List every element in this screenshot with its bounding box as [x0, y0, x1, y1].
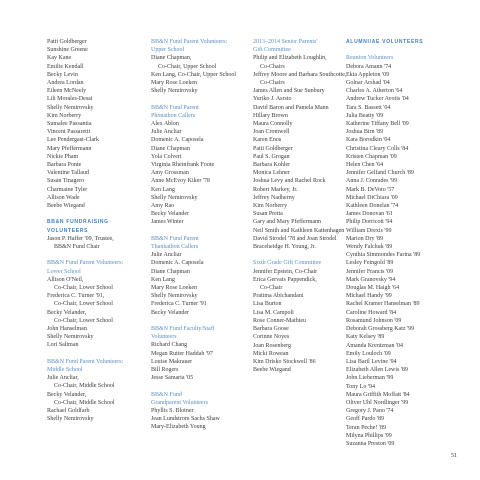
role-line: Co-Chair, Upper School: [158, 63, 217, 70]
name-entry: Shelly Nemirovsky: [47, 334, 94, 341]
role-line: Co-Chairs: [260, 63, 285, 70]
name-entry: Julie Ancliar: [151, 129, 182, 136]
name-entry: Nickie Pham: [47, 153, 79, 160]
spacer: [151, 317, 247, 325]
name-entry: Erica Gervais Pappendick,: [253, 276, 317, 283]
name-entry: Mary Rose Loeken: [151, 80, 197, 87]
section-heading: BB&N FUNDRAISING: [47, 219, 109, 226]
name-entry: Michael DiChiara '09: [346, 194, 398, 201]
name-entry: Shelly Nemirovsky: [47, 416, 94, 423]
name-entry: Alex Ablon: [151, 121, 179, 128]
section-heading: VOLUNTEERS: [47, 227, 89, 234]
name-entry: Christina Cleary Colls '84: [346, 145, 409, 152]
name-entry: Frederica C. Turner '91: [151, 301, 207, 308]
name-entry: Milyna Phillips '99: [346, 432, 392, 439]
name-entry: Shelly Nemirovsky: [151, 293, 198, 300]
name-entry: Cynthia Simmondes Farina '89: [346, 252, 421, 259]
name-entry: Joan Cromwell: [253, 129, 290, 136]
name-entry: Lisa Burton: [253, 301, 282, 308]
name-entry: Anna J. Conrades '99: [346, 178, 398, 185]
name-entry: Maura Griffith Moffatt '84: [346, 391, 410, 398]
name-entry: Lori Saltman: [47, 342, 79, 349]
name-entry: Ekta Appleton '09: [346, 71, 390, 78]
name-entry: Kim Norberry: [253, 203, 288, 210]
name-entry: Mary Pfeffermann: [47, 145, 92, 152]
name-entry: James Donovan '61: [346, 211, 393, 218]
section-heading: BB&N Fund Parent: [151, 104, 199, 111]
section-heading: ALUMNI/AE VOLUNTEERS: [346, 39, 424, 45]
name-entry: Jesse Samaria '05: [151, 375, 194, 382]
section-heading: Grandparent Volunteers: [151, 399, 208, 406]
name-entry: Barbara Kohler: [253, 162, 291, 169]
name-entry: Richard Chang: [151, 342, 188, 349]
name-entry: Jeffrey Moore and Barbara Southcotte,: [253, 71, 347, 78]
name-entry: Caroline Howard '84: [346, 309, 397, 316]
name-entry: Phyllis S. Blotner: [151, 408, 194, 415]
name-entry: Douglas M. Haigh '64: [346, 285, 400, 292]
name-entry: Eileen McNeely: [47, 88, 87, 95]
name-entry: Shelly Nemirovsky: [47, 104, 94, 111]
name-entry: Amy Grossman: [151, 170, 189, 177]
name-entry: Marion Dry '89: [346, 235, 384, 242]
name-entry: David Strodel '78 and Joan Strodel: [253, 235, 337, 242]
section-heading: Lower School: [47, 268, 81, 275]
name-entry: Amanda Krentzman '04: [346, 342, 404, 349]
name-entry: Julie Ancliar,: [47, 375, 79, 382]
name-entry: Wendy Falchuk '89: [346, 244, 393, 251]
name-entry: Helen Chen '64: [346, 162, 384, 169]
name-entry: Mark Granovsky '94: [346, 276, 396, 283]
name-entry: Gregory J. Pano '74: [346, 408, 394, 415]
name-entry: James Winter: [151, 219, 184, 226]
name-entry: Ken Lang, Co-Chair, Upper School: [151, 71, 237, 78]
name-entry: Debora Amann '74: [346, 63, 392, 70]
role-line: Co-Chairs: [260, 80, 285, 87]
name-entry: Gary and Mary Pfeffermann: [253, 219, 322, 226]
column-2: [151, 38, 247, 432]
name-entry: Patti Goldberger: [253, 145, 293, 152]
name-entry: Becky Velander: [151, 211, 190, 218]
section-heading: Middle School: [47, 367, 83, 374]
name-entry: Allison O'Neil,: [47, 276, 84, 283]
name-entry: Philip Dorricott '94: [346, 219, 393, 226]
name-entry: Andrew Tucker Avotis '04: [346, 96, 409, 103]
name-entry: Elizabeth Allen Lewis '89: [346, 367, 408, 374]
name-entry: Jennifer Gelfand Church '89: [346, 170, 414, 177]
name-entry: Jean Lundstrom Sachs Shaw: [151, 416, 220, 423]
role-line: Co-Chair, Lower School: [54, 301, 113, 308]
name-entry: Katherine Tiffany Bell '09: [346, 121, 409, 128]
name-entry: Charmaine Tyler: [47, 186, 88, 193]
section-heading: BB&N Fund Parent Volunteers:: [151, 39, 228, 45]
name-entry: Domenic A. Caposela: [151, 260, 204, 267]
name-entry: Corinne Noyes: [253, 334, 290, 341]
name-entry: Suzanna Preston '09: [346, 440, 395, 447]
name-entry: Virginia Rheinfrank Foote: [151, 162, 215, 169]
name-entry: Lisa Baril Levine '94: [346, 358, 397, 365]
name-entry: Yola Colvert: [151, 153, 182, 160]
name-entry: Geoff Pardo '89: [346, 416, 384, 423]
spacer: [151, 227, 247, 235]
name-entry: Jennifer Epstein, Co-Chair: [253, 268, 318, 275]
name-entry: Ken Lang: [151, 186, 175, 193]
name-entry: Julie Ancliar: [151, 252, 182, 259]
page-number: 51: [451, 453, 457, 459]
name-entry: Rachel Kramer Hanselman '89: [346, 301, 420, 308]
section-heading: BB&N Fund Parent Volunteers:: [47, 358, 124, 365]
name-entry: James Allen and Sue Sunbury: [253, 88, 325, 95]
name-entry: Diane Chapman: [151, 145, 190, 152]
name-entry: Lili Morales-Desai: [47, 96, 93, 103]
name-entry: Allison Wade: [47, 194, 80, 201]
name-entry: Joshua Birn '89: [346, 129, 384, 136]
name-entry: Louise Makrauer: [151, 358, 193, 365]
spacer: [253, 251, 349, 259]
name-entry: Becky Velander: [151, 309, 190, 316]
name-entry: Lisa M. Campoli: [253, 309, 294, 316]
name-entry: Braceheidge H. Young, Jr.: [253, 244, 316, 251]
spacer: [47, 210, 143, 218]
name-entry: Emilie Kendall: [47, 63, 84, 70]
role-line: Co-Chair, Lower School: [54, 317, 113, 324]
role-line: Co-Chair, Lower School: [54, 285, 113, 292]
name-entry: Kara Borodkin '04: [346, 137, 391, 144]
name-entry: Robert Markey, Jr.: [253, 186, 298, 193]
section-heading: BB&N Fund: [151, 391, 182, 398]
name-entry: Tony Lo '94: [346, 383, 375, 390]
name-entry: Paul S. Grogan: [253, 153, 290, 160]
name-entry: Andrea Lordan: [47, 80, 84, 87]
role-line: BB&N Fund Chair: [54, 244, 100, 251]
name-entry: Barbara Goose: [253, 326, 289, 333]
section-heading: Upper School: [151, 47, 185, 54]
name-entry: Megan Rutter Haddah '97: [151, 350, 213, 357]
name-entry: Neil Smith and Kathleen Kattenhagen: [253, 227, 345, 234]
name-entry: Shelly Nemirovsky: [151, 194, 198, 201]
spacer: [346, 46, 442, 54]
name-entry: Susan Tinagero: [47, 178, 85, 185]
name-entry: Kim Drisko Stockwell '86: [253, 358, 316, 365]
name-entry: John Lieberman '99: [346, 375, 394, 382]
section-heading: Volunteers: [151, 334, 177, 341]
section-heading: Thankathon Callers: [151, 244, 199, 251]
name-entry: Philip and Elizabeth Loughlin,: [253, 55, 327, 62]
name-entry: Sunshine Greene: [47, 47, 88, 54]
name-entry: Rosamund Johnson '09: [346, 317, 402, 324]
name-entry: Becky Velander,: [47, 309, 87, 316]
name-entry: Mary Rose Loeken: [151, 285, 197, 292]
section-heading: BB&N Fund Parent Volunteers:: [47, 260, 124, 267]
section-heading: BB&N Fund Parent: [151, 235, 199, 242]
name-entry: Golnar Arshad '04: [346, 80, 390, 86]
name-entry: Lesley Feingold '89: [346, 260, 394, 267]
name-entry: Emily Louloch '09: [346, 350, 391, 357]
name-entry: Patti Goldberger: [47, 39, 87, 45]
name-entry: Joan Rosenberg: [253, 342, 292, 349]
name-entry: Anne McEvoy Kiker '78: [151, 178, 210, 185]
name-entry: Karen Enos: [253, 137, 282, 144]
name-entry: Barbara Ponte: [47, 162, 82, 169]
name-entry: Sumalee Passantia: [47, 121, 92, 128]
spacer: [151, 382, 247, 390]
name-entry: Monica Lehner: [253, 170, 290, 177]
name-entry: William Drexis '99: [346, 227, 392, 234]
name-entry: Ken Lang: [151, 276, 175, 283]
name-entry: Oliver Uhl Nordlinger '99: [346, 399, 409, 406]
name-entry: Becky Velander,: [47, 391, 87, 398]
spacer: [151, 95, 247, 103]
name-entry: Jennifer Francis '09: [346, 268, 394, 275]
name-entry: Kim Norberry: [47, 112, 82, 119]
column-1: [47, 38, 143, 424]
role-line: Co-Chair, Middle School: [54, 383, 115, 390]
name-entry: Kathleen Donelan '74: [346, 203, 399, 210]
section-heading: 2013–2014 Senior Parents': [253, 39, 318, 45]
column-4: [346, 38, 442, 448]
name-entry: Katy Kelsey '89: [346, 334, 385, 341]
name-entry: Bill Rogers: [151, 367, 179, 374]
column-3: [253, 38, 349, 374]
name-entry: David Baron and Pamela Mann: [253, 104, 329, 111]
name-entry: Shelly Nemirovsky: [151, 88, 198, 95]
name-entry: Kay Kane: [47, 55, 72, 62]
role-line: Co-Chair, Middle School: [54, 399, 115, 406]
name-entry: Becky Levin: [47, 71, 78, 78]
name-entry: Domenic A. Caposela: [151, 137, 204, 144]
name-entry: Beebe Wiegand: [253, 367, 291, 374]
name-entry: Joshua Levy and Rachel Rock: [253, 178, 326, 185]
name-entry: Micki Rowean: [253, 350, 289, 357]
name-entry: Charles A. Atherton '64: [346, 88, 403, 95]
section-heading: Sixth Grade Gift Committee: [253, 260, 322, 267]
name-entry: Rachael Goldfarb: [47, 408, 90, 415]
name-entry: Hillary Brown: [253, 112, 288, 119]
name-entry: Teran Peche! '89: [346, 424, 386, 431]
name-entry: Lee Pendergast-Clark: [47, 137, 100, 144]
role-line: Co-Chair: [260, 285, 283, 292]
name-entry: Michael Handy '99: [346, 293, 392, 300]
name-entry: Mary-Elizabeth Young: [151, 424, 206, 431]
name-entry: Rose Conner-Mathieu: [253, 317, 307, 324]
name-entry: Pratima Abichandani: [253, 293, 304, 300]
name-entry: Jason P. Haffer '09, Trustee,: [47, 235, 114, 242]
name-entry: Tara S. Bassett '04: [346, 104, 391, 111]
name-entry: Kristen Chapman '09: [346, 153, 397, 160]
name-entry: Diane Chapman: [151, 268, 190, 275]
name-entry: Deborah Grossberg Katz '99: [346, 326, 415, 333]
name-entry: Valentine Tallaud: [47, 170, 89, 177]
spacer: [47, 251, 143, 259]
name-entry: Beebe Wiegand: [47, 203, 85, 210]
name-entry: John Hanselman: [47, 326, 87, 333]
name-entry: Susan Pretta: [253, 211, 283, 218]
section-heading: Reunion Volunteers: [346, 55, 394, 62]
name-entry: Jeffrey Nadherny: [253, 194, 295, 201]
name-entry: Maura Connolly: [253, 121, 293, 128]
section-heading: Gift Committee: [253, 47, 291, 54]
name-entry: Vincent Passaretti: [47, 129, 91, 136]
section-heading: BB&N Fund Faculty/Staff: [151, 326, 215, 333]
name-entry: Amy Rao: [151, 203, 175, 210]
name-entry: Yuriko J. Asrsto: [253, 96, 292, 103]
name-entry: Diane Chapman,: [151, 55, 192, 62]
name-entry: Frederica C. Turner '91,: [47, 293, 105, 300]
name-entry: Mark B. DeVoto '57: [346, 186, 395, 193]
spacer: [47, 350, 143, 358]
section-heading: Phonathon Callers: [151, 112, 196, 119]
name-entry: Julia Beatty '09: [346, 112, 384, 119]
